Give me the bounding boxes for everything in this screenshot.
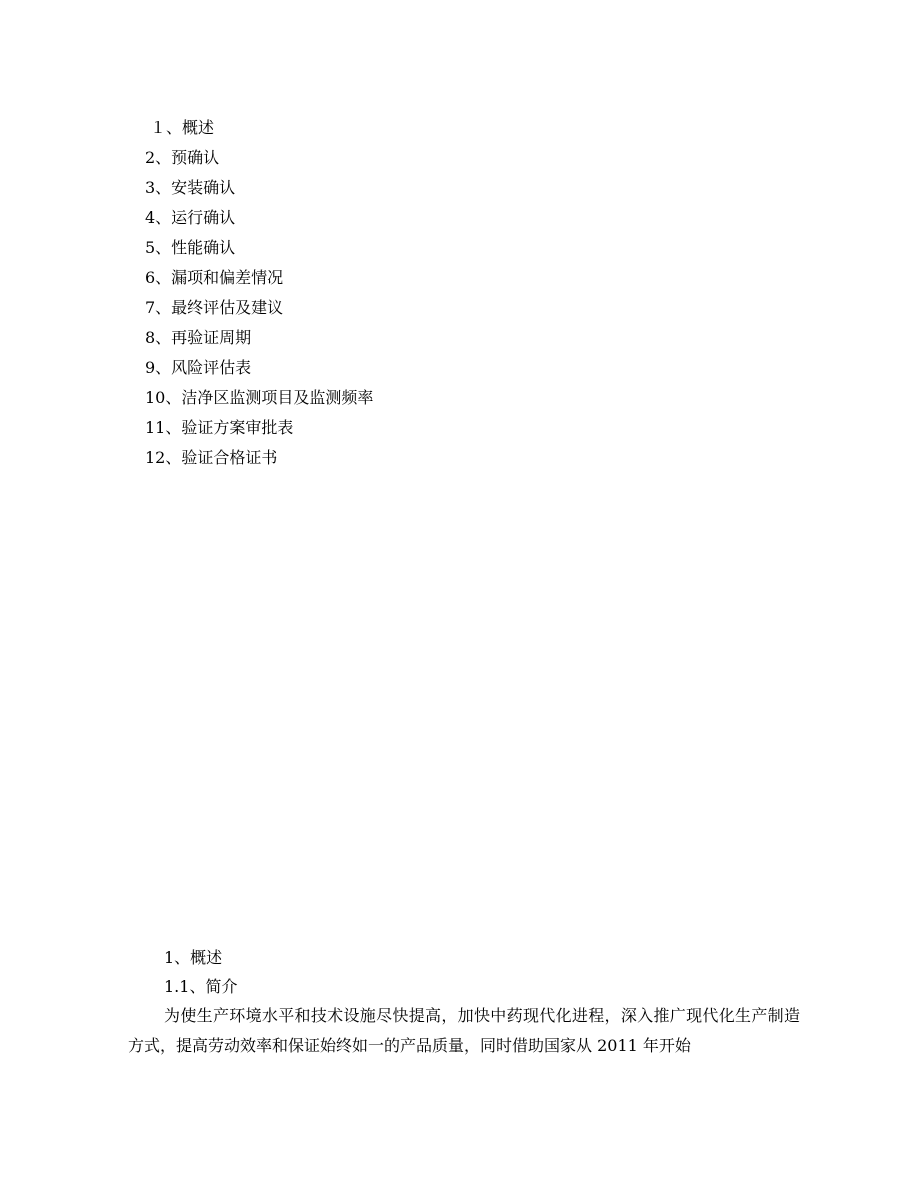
toc-item: 6、漏项和偏差情况 <box>145 268 284 287</box>
toc-item: 9、风险评估表 <box>145 358 252 377</box>
toc-item: 10、洁净区监测项目及监测频率 <box>145 388 374 407</box>
toc-item: 5、性能确认 <box>145 238 236 257</box>
toc-item: 8、再验证周期 <box>145 328 252 347</box>
intro-paragraph: 为使生产环境水平和技术设施尽快提高，加快中药现代化进程，深入推广现代化生产制造方式，提高劳动效率和保证始终如一的产品质量，同时借助国家从 2011 年开始 <box>128 1006 800 1055</box>
section-subheading: 1.1、简介 <box>164 977 238 996</box>
toc-item: 4、运行确认 <box>145 208 236 227</box>
toc-item: 12、验证合格证书 <box>145 448 278 467</box>
toc-item: 3、安装确认 <box>145 178 236 197</box>
toc-item: 7、最终评估及建议 <box>145 298 284 317</box>
toc-item: 11、验证方案审批表 <box>145 418 294 437</box>
toc-item: １、概述 <box>150 118 215 137</box>
table-of-contents <box>145 113 373 473</box>
overview-section <box>128 943 800 1061</box>
section-heading: 1、概述 <box>164 948 223 967</box>
toc-item: 2、预确认 <box>145 148 220 167</box>
